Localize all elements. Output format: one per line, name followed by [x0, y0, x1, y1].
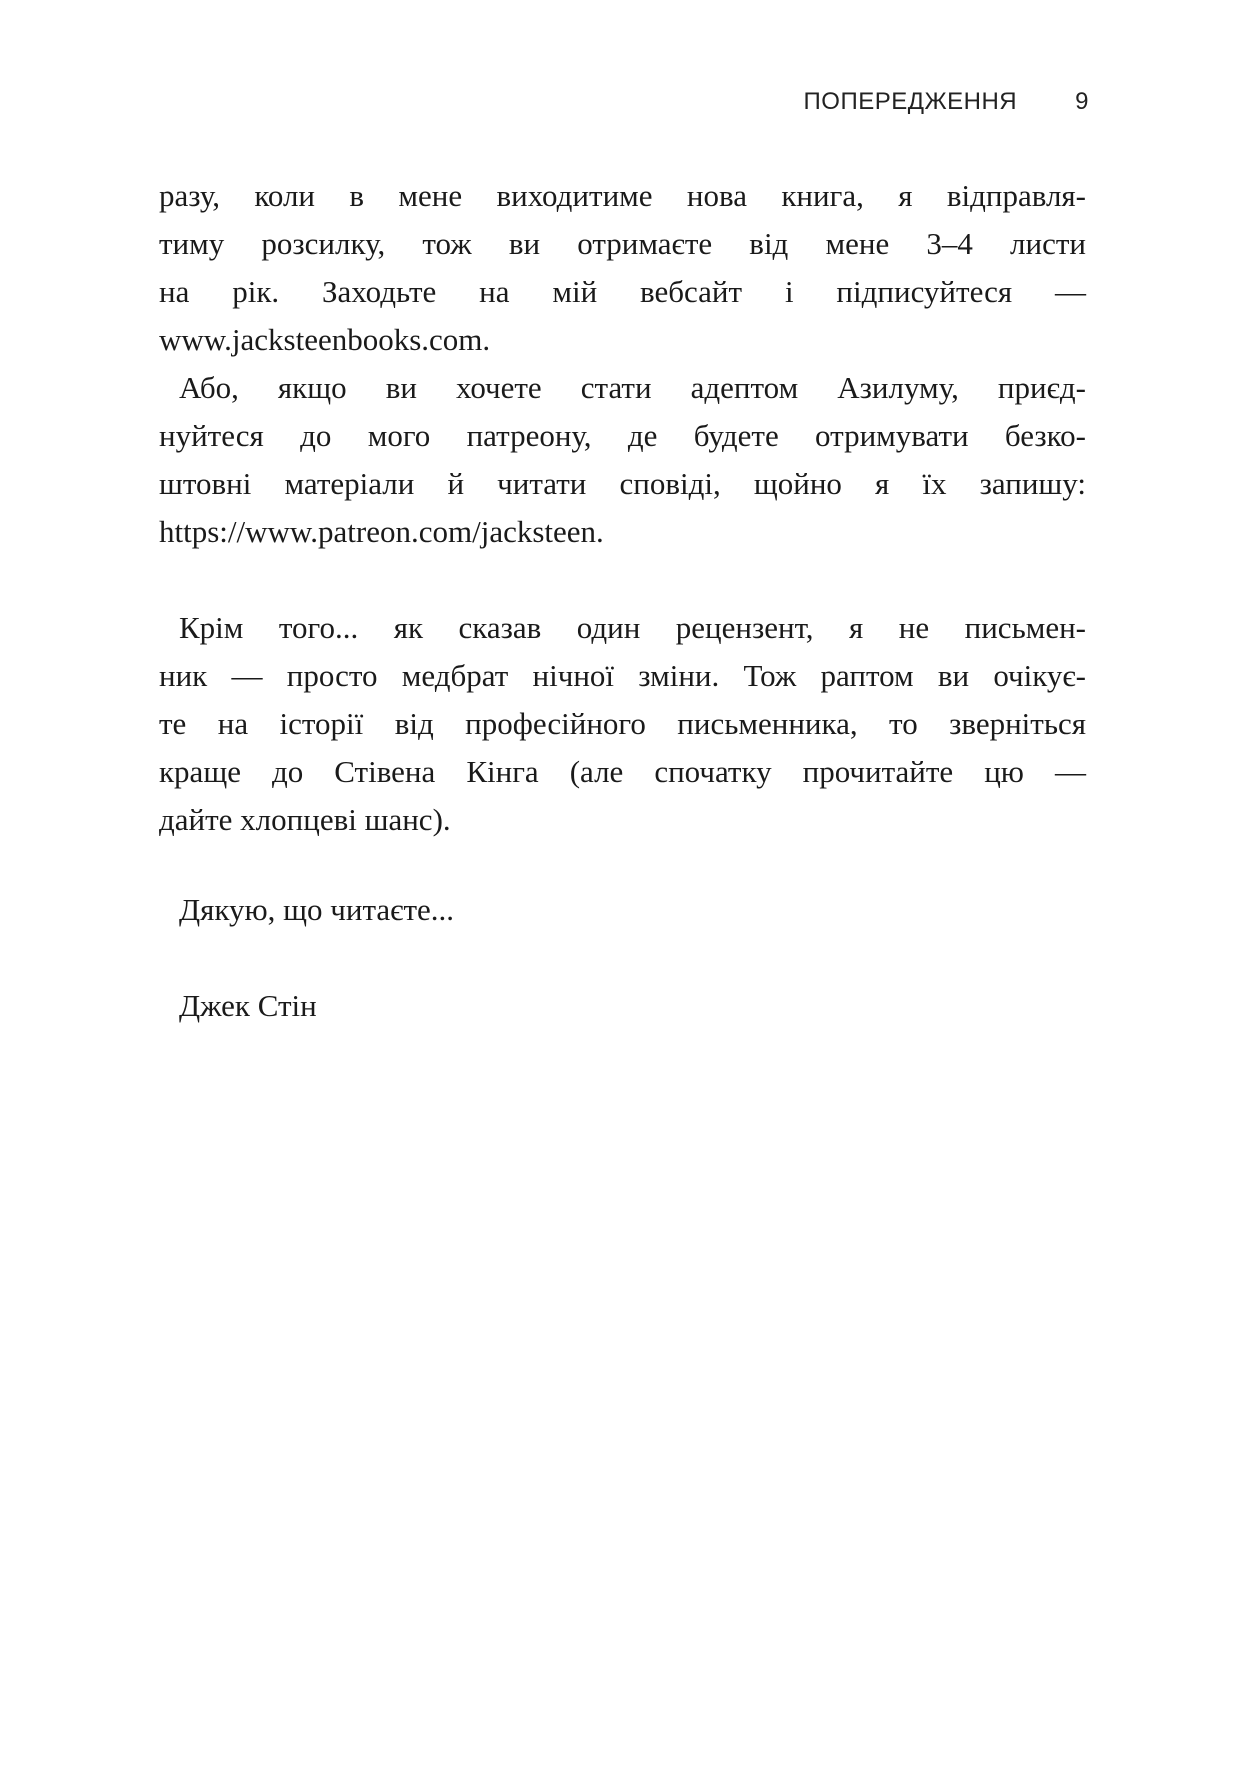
text-line: разу, коли в мене виходитиме нова книга, я відправля- — [159, 178, 1086, 213]
paragraph-newsletter — [159, 172, 1086, 364]
author-name: Джек Стін — [179, 988, 317, 1023]
text-line: тиму розсилку, тож ви отримаєте від мене 3–4 листи — [159, 226, 1086, 261]
chapter-title: ПОПЕРЕДЖЕННЯ — [803, 88, 1018, 115]
paragraph-thanks — [159, 886, 1086, 934]
paragraph-patreon — [159, 364, 1086, 556]
text-line: на рік. Заходьте на мій вебсайт і підписуйтеся — — [159, 274, 1086, 309]
running-header — [804, 88, 1089, 116]
text-line: нуйтеся до мого патреону, де будете отримувати безко- — [159, 418, 1086, 453]
text-line: Крім того... як сказав один рецензент, я не письмен- — [179, 610, 1086, 645]
text-line: краще до Стівена Кінга (але спочатку прочитайте цю — — [159, 754, 1086, 789]
website-link[interactable]: www.jacksteenbooks.com. — [159, 322, 491, 357]
text-line: штовні матеріали й читати сповіді, щойно я їх запишу: — [159, 466, 1086, 501]
text-line: те на історії від професійного письменника, то зверніться — [159, 706, 1086, 741]
text-line: Або, якщо ви хочете стати адептом Азилуму, приєд- — [179, 370, 1086, 405]
text-line: дайте хлопцеві шанс). — [159, 802, 451, 837]
patreon-link[interactable]: https://www.patreon.com/jacksteen. — [159, 514, 604, 549]
text-line: ник — просто медбрат нічної зміни. Тож раптом ви очікує- — [159, 658, 1086, 693]
paragraph-reviewer — [159, 604, 1086, 844]
page-number: 9 — [1075, 88, 1089, 115]
text-line: Дякую, що читаєте... — [179, 892, 455, 927]
signature — [159, 982, 1086, 1030]
